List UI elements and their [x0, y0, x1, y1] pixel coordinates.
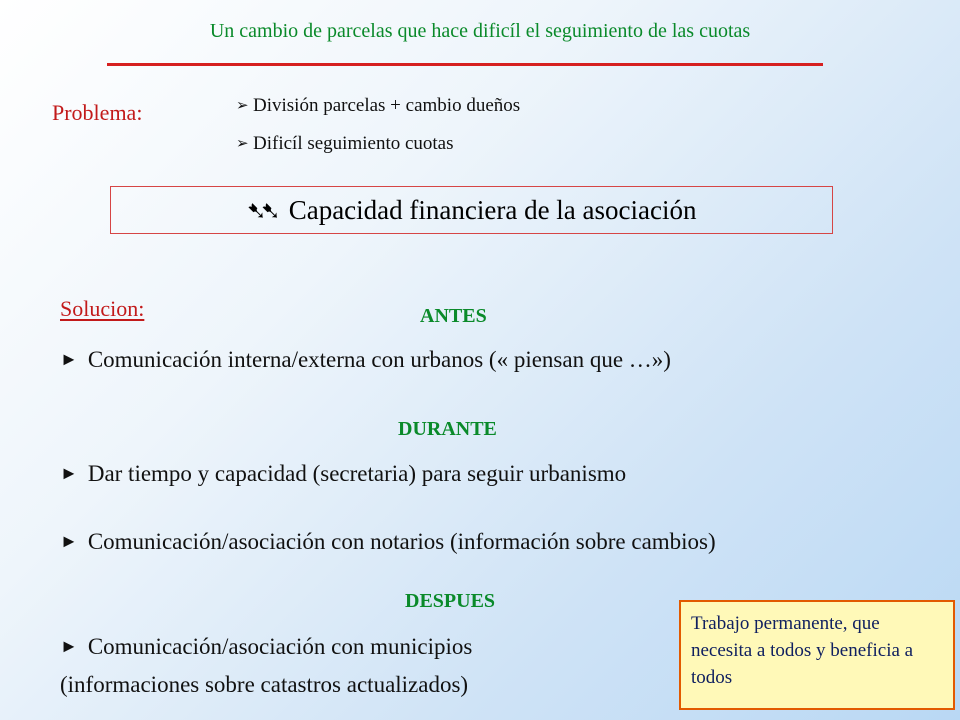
- solution-label: Solucion:: [60, 296, 145, 321]
- consequence-box: [110, 186, 833, 234]
- problem-bullet-text: División parcelas + cambio dueños: [253, 95, 521, 116]
- problem-bullet: [236, 133, 454, 155]
- arrowhead-bullet-icon: ➢: [236, 98, 249, 114]
- triangle-bullet-icon: ►: [60, 463, 78, 483]
- slide-title: Un cambio de parcelas que hace dificíl el seguimiento de las cuotas: [209, 20, 751, 42]
- solution-item: [60, 461, 626, 487]
- solution-item-text: Comunicación/asociación con notarios (información sobre cambios): [87, 529, 716, 554]
- title-underline: [107, 63, 823, 66]
- solution-item: [60, 347, 671, 373]
- arrowhead-bullet-icon: ➢: [236, 136, 249, 152]
- phase-heading-antes: ANTES: [420, 305, 487, 327]
- phase-heading-durante: DURANTE: [398, 418, 497, 440]
- double-down-arrow-icon: ➷➷: [246, 199, 275, 225]
- triangle-bullet-icon: ►: [60, 531, 78, 551]
- solution-item-text: Comunicación interna/externa con urbanos (« piensan que …»): [87, 347, 671, 372]
- solution-item-continuation: (informaciones sobre catastros actualizados): [60, 672, 469, 697]
- triangle-bullet-icon: ►: [60, 349, 78, 369]
- note-box: Trabajo permanente, que necesita a todos y beneficia a todos: [679, 600, 955, 710]
- phase-heading-despues: DESPUES: [405, 590, 496, 612]
- solution-item-text: Comunicación/asociación con municipios: [87, 634, 473, 659]
- problem-label: Problema:: [52, 100, 143, 125]
- consequence-text: Capacidad financiera de la asociación: [288, 195, 697, 225]
- problem-bullet-text: Dificíl seguimiento cuotas: [253, 133, 454, 154]
- solution-item: [60, 529, 716, 555]
- triangle-bullet-icon: ►: [60, 636, 78, 656]
- solution-item: [60, 634, 472, 660]
- solution-item-text: Dar tiempo y capacidad (secretaria) para seguir urbanismo: [87, 461, 627, 486]
- problem-bullet: [236, 95, 520, 117]
